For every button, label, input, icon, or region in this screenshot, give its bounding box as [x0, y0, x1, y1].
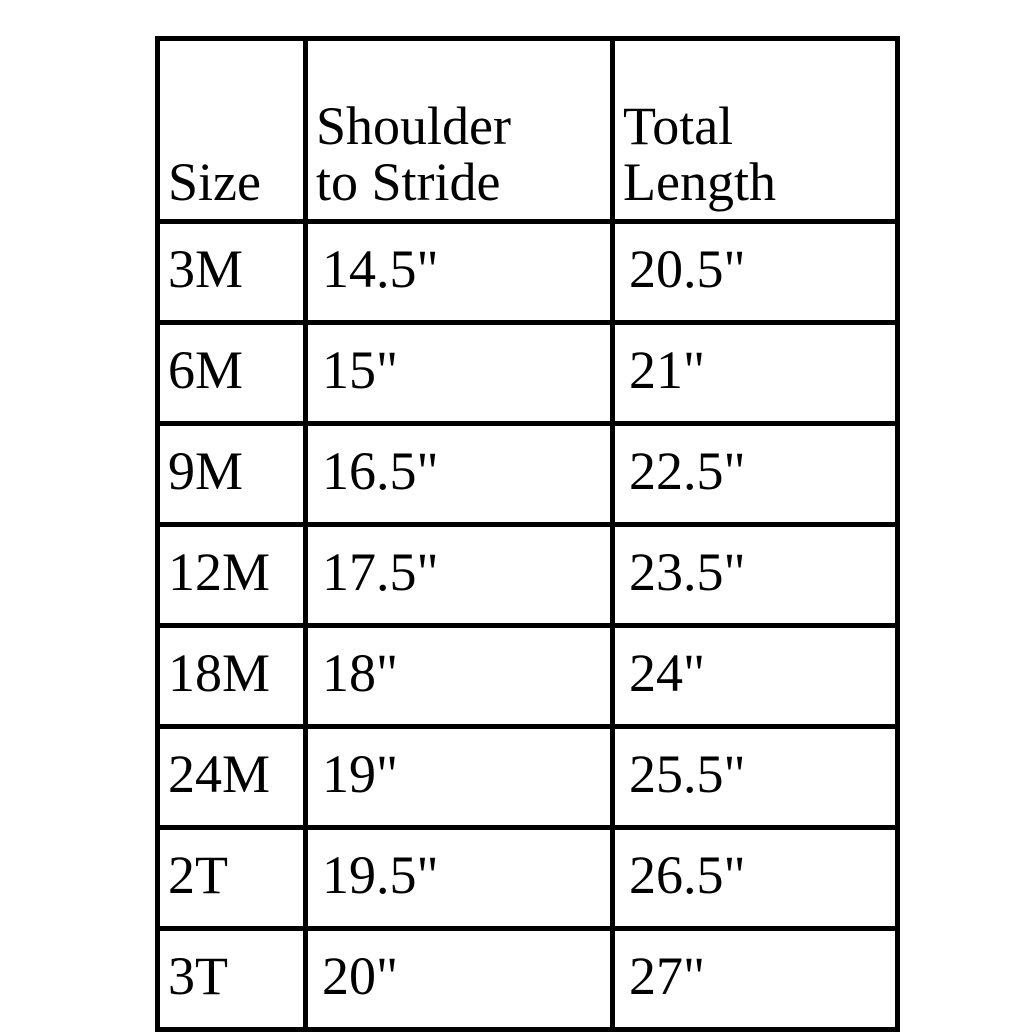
cell-shoulder-to-stride: 14.5"	[306, 222, 613, 323]
cell-total-length: 26.5"	[613, 828, 898, 929]
column-header-shoulder-line2: to Stride	[316, 152, 501, 213]
cell-shoulder-to-stride: 18"	[306, 626, 613, 727]
table-row	[158, 424, 898, 525]
cell-total-length: 23.5"	[613, 525, 898, 626]
table-row	[158, 828, 898, 929]
table-header-row	[158, 39, 898, 222]
column-header-shoulder-line1: Shoulder	[316, 95, 511, 156]
cell-size: 18M	[158, 626, 306, 727]
column-header-total-line1: Total	[623, 95, 734, 156]
cell-shoulder-to-stride: 16.5"	[306, 424, 613, 525]
cell-shoulder-to-stride: 20"	[306, 929, 613, 1030]
table-row	[158, 626, 898, 727]
table-header	[158, 39, 898, 222]
cell-total-length: 20.5"	[613, 222, 898, 323]
column-header-total-length	[613, 39, 898, 222]
cell-size: 12M	[158, 525, 306, 626]
cell-shoulder-to-stride: 17.5"	[306, 525, 613, 626]
cell-size: 3M	[158, 222, 306, 323]
cell-size: 3T	[158, 929, 306, 1030]
cell-total-length: 22.5"	[613, 424, 898, 525]
table-row	[158, 222, 898, 323]
cell-size: 24M	[158, 727, 306, 828]
cell-total-length: 25.5"	[613, 727, 898, 828]
table-body	[158, 222, 898, 1030]
cell-total-length: 27"	[613, 929, 898, 1030]
table-row	[158, 727, 898, 828]
cell-total-length: 21"	[613, 323, 898, 424]
column-header-size	[158, 39, 306, 222]
column-header-shoulder-to-stride	[306, 39, 613, 222]
size-chart-container	[155, 36, 895, 1032]
table-row	[158, 323, 898, 424]
cell-total-length: 24"	[613, 626, 898, 727]
size-chart-table	[155, 36, 900, 1032]
cell-size: 9M	[158, 424, 306, 525]
column-header-total-line2: Length	[623, 152, 776, 213]
cell-shoulder-to-stride: 19.5"	[306, 828, 613, 929]
table-row	[158, 929, 898, 1030]
table-row	[158, 525, 898, 626]
cell-shoulder-to-stride: 19"	[306, 727, 613, 828]
cell-size: 2T	[158, 828, 306, 929]
column-header-size-label: Size	[168, 152, 261, 213]
cell-size: 6M	[158, 323, 306, 424]
cell-shoulder-to-stride: 15"	[306, 323, 613, 424]
